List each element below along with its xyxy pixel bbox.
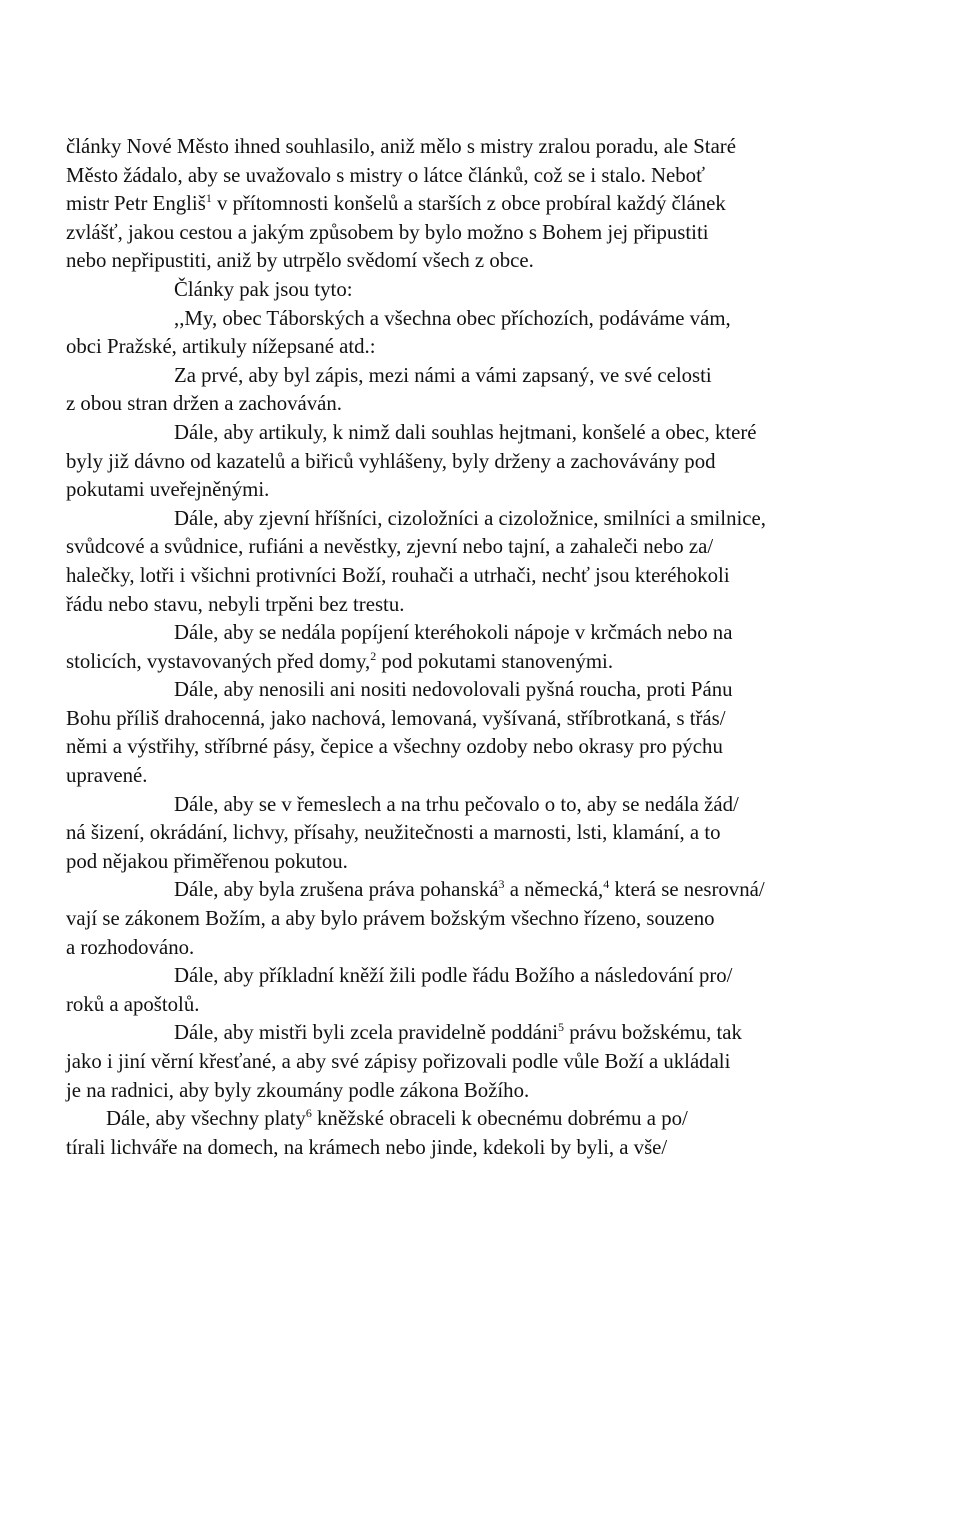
line-text: obci Pražské, artikuly nížepsané atd.: xyxy=(66,335,376,359)
line-text: Dále, aby zjevní hříšníci, cizoložníci a cizoložnice, smilníci a smilnice, xyxy=(174,506,766,530)
text-line xyxy=(66,390,906,419)
line-text: Dále, aby se v řemeslech a na trhu pečovalo o to, aby se nedála žád/ xyxy=(174,792,739,816)
line-text-continued: právu božskému, tak xyxy=(564,1021,742,1045)
text-line xyxy=(66,1105,906,1134)
line-text: zvlášť, jakou cestou a jakým způsobem by bylo možno s Bohem jej připustiti xyxy=(66,220,709,244)
line-text-continued: v přítomnosti konšelů a starších z obce probíral každý článek xyxy=(211,192,726,216)
line-text: Město žádalo, aby se uvažovalo s mistry o látce článků, což se i stalo. Neboť xyxy=(66,163,705,187)
text-line xyxy=(66,762,906,791)
text-line xyxy=(66,162,906,191)
text-line xyxy=(66,362,906,391)
text-line xyxy=(66,1077,906,1106)
line-text: Články pak jsou tyto: xyxy=(174,277,353,301)
line-text: halečky, lotři i všichni protivníci Boží, rouhači a utrhači, nechť jsou kteréhokoli xyxy=(66,563,730,587)
line-text: Dále, aby nenosili ani nositi nedovolovali pyšná roucha, proti Pánu xyxy=(174,678,733,702)
text-line xyxy=(66,962,906,991)
line-text: ,,My, obec Táborských a všechna obec příchozích, podáváme vám, xyxy=(174,306,731,330)
line-text: články Nové Město ihned souhlasilo, aniž mělo s mistry zralou poradu, ale Staré xyxy=(66,135,736,158)
line-text: mistr Petr Engliš xyxy=(66,192,206,216)
line-text: Za prvé, aby byl zápis, mezi námi a vámi zapsaný, ve své celosti xyxy=(174,363,712,387)
footnote-marker: 5 xyxy=(558,1020,565,1035)
line-text-continued: kněžské obraceli k obecnému dobrému a po/ xyxy=(311,1107,688,1131)
line-text: stolicích, vystavovaných před domy, xyxy=(66,649,371,673)
line-text: upravené. xyxy=(66,764,148,788)
text-line xyxy=(66,305,906,334)
footnote-marker: 3 xyxy=(498,877,505,892)
text-line xyxy=(66,819,906,848)
text-line xyxy=(66,133,906,162)
line-text: Dále, aby se nedála popíjení kteréhokoli nápoje v krčmách nebo na xyxy=(174,621,733,645)
text-line xyxy=(66,505,906,534)
line-text: pod nějakou přiměřenou pokutou. xyxy=(66,849,348,873)
text-line xyxy=(66,476,906,505)
line-text: Bohu příliš drahocenná, jako nachová, lemovaná, vyšívaná, stříbrotkaná, s třás/ xyxy=(66,706,726,730)
line-text: a rozhodováno. xyxy=(66,935,195,959)
line-text: svůdcové a svůdnice, rufiáni a nevěstky, zjevní nebo tajní, a zahaleči nebo za/ xyxy=(66,535,714,559)
footnote-marker: 4 xyxy=(603,877,610,892)
line-text-continued: a německá, xyxy=(504,878,604,902)
text-line xyxy=(66,333,906,362)
line-text-continued: která se nesrovná/ xyxy=(609,878,765,902)
line-text: z obou stran držen a zachováván. xyxy=(66,392,343,416)
line-text: Dále, aby mistři byli zcela pravidelně poddáni xyxy=(174,1021,559,1045)
line-text: ná šizení, okrádání, lichvy, přísahy, neužitečnosti a marnosti, lsti, klamání, a to xyxy=(66,821,721,845)
text-line xyxy=(66,219,906,248)
footnote-marker: 6 xyxy=(305,1106,312,1121)
text-line xyxy=(66,1048,906,1077)
line-text: řádu nebo stavu, nebyli trpěni bez trestu. xyxy=(66,592,405,616)
text-line xyxy=(66,247,906,276)
line-text: Dále, aby byla zrušena práva pohanská xyxy=(174,878,499,902)
document-page xyxy=(66,133,906,1162)
text-line xyxy=(66,848,906,877)
line-text: jako i jiní věrní křesťané, a aby své zápisy pořizovali podle vůle Boží a ukládali xyxy=(66,1050,731,1073)
text-line xyxy=(66,733,906,762)
footnote-marker: 1 xyxy=(205,191,212,206)
text-line xyxy=(66,905,906,934)
text-line xyxy=(66,934,906,963)
line-text: je na radnici, aby byly zkoumány podle zákona Božího. xyxy=(66,1078,530,1102)
footnote-marker: 2 xyxy=(370,648,377,663)
line-text: tírali lichváře na domech, na krámech nebo jinde, kdekoli by byli, a vše/ xyxy=(66,1135,668,1159)
text-line xyxy=(66,876,906,905)
text-line xyxy=(66,419,906,448)
text-line xyxy=(66,276,906,305)
text-line xyxy=(66,648,906,677)
line-text: vají se zákonem Božím, a aby bylo právem božským všechno řízeno, souzeno xyxy=(66,907,715,931)
line-text: pokutami uveřejněnými. xyxy=(66,478,270,502)
line-text: roků a apoštolů. xyxy=(66,992,200,1016)
line-text: Dále, aby artikuly, k nimž dali souhlas hejtmani, konšelé a obec, které xyxy=(174,420,757,444)
text-line xyxy=(66,190,906,219)
text-line xyxy=(66,591,906,620)
text-line xyxy=(66,448,906,477)
text-line xyxy=(66,791,906,820)
line-text-continued: pod pokutami stanovenými. xyxy=(376,649,614,673)
line-text: Dále, aby všechny platy xyxy=(106,1107,306,1131)
text-line xyxy=(66,619,906,648)
line-text: byly již dávno od kazatelů a biřiců vyhlášeny, byly drženy a zachovávány pod xyxy=(66,449,716,473)
text-line xyxy=(66,676,906,705)
text-line xyxy=(66,1134,906,1163)
text-line xyxy=(66,562,906,591)
text-line xyxy=(66,991,906,1020)
text-line xyxy=(66,1019,906,1048)
text-line xyxy=(66,705,906,734)
line-text: nebo nepřipustiti, aniž by utrpělo svědomí všech z obce. xyxy=(66,249,534,273)
text-line xyxy=(66,533,906,562)
line-text: Dále, aby příkladní kněží žili podle řádu Božího a následování pro/ xyxy=(174,964,733,988)
line-text: němi a výstřihy, stříbrné pásy, čepice a všechny ozdoby nebo okrasy pro pýchu xyxy=(66,735,723,759)
